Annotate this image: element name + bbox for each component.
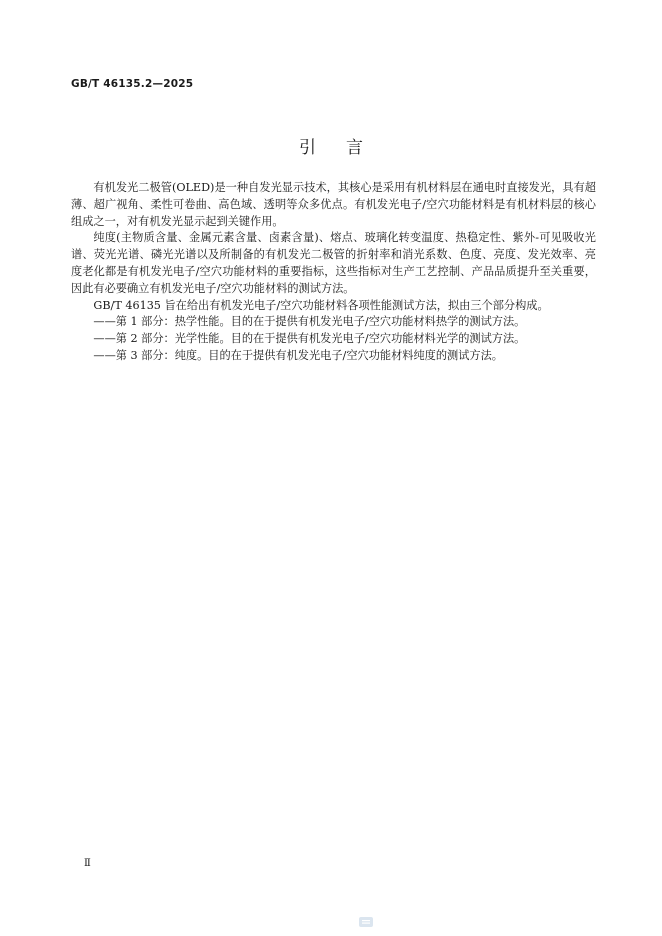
section-title: 引言	[299, 138, 393, 158]
list-item-part-1: ——第 1 部分：热学性能。目的在于提供有机发光电子/空穴功能材料热学的测试方法。	[93, 315, 526, 329]
paragraph-indicators: 纯度(主物质含量、金属元素含量、卤素含量)、熔点、玻璃化转变温度、热稳定性、紫外-可见吸收光谱、荧光光谱、磷光光谱以及所制备的有机发光二极管的折射率和消光系数、色度、亮度、发光效率、亮度老化都是有机发光电子/空穴功能材料的重要指标，这些指标对生产工艺控制、产品品质提升至关重要，因此有必要确立有机发光电子/空穴功能材料的测试方法。	[71, 231, 596, 295]
standard-code: GB/T 46135.2—2025	[71, 78, 194, 90]
list-item-part-3: ——第 3 部分：纯度。目的在于提供有机发光电子/空穴功能材料纯度的测试方法。	[93, 348, 503, 362]
page-number: Ⅱ	[84, 858, 91, 869]
watermark-icon	[359, 917, 373, 927]
list-item-part-2: ——第 2 部分：光学性能。目的在于提供有机发光电子/空穴功能材料光学的测试方法。	[93, 332, 526, 346]
paragraph-structure: GB/T 46135 旨在给出有机发光电子/空穴功能材料各项性能测试方法，拟由三个部分构成。	[93, 298, 549, 312]
introduction-body	[71, 180, 596, 365]
paragraph-oled-overview: 有机发光二极管(OLED)是一种自发光显示技术，其核心是采用有机材料层在通电时直接发光，具有超薄、超广视角、柔性可卷曲、高色域、透明等众多优点。有机发光电子/空穴功能材料是有机材料层的核心组成之一，对有机发光显示起到关键作用。	[71, 181, 596, 228]
